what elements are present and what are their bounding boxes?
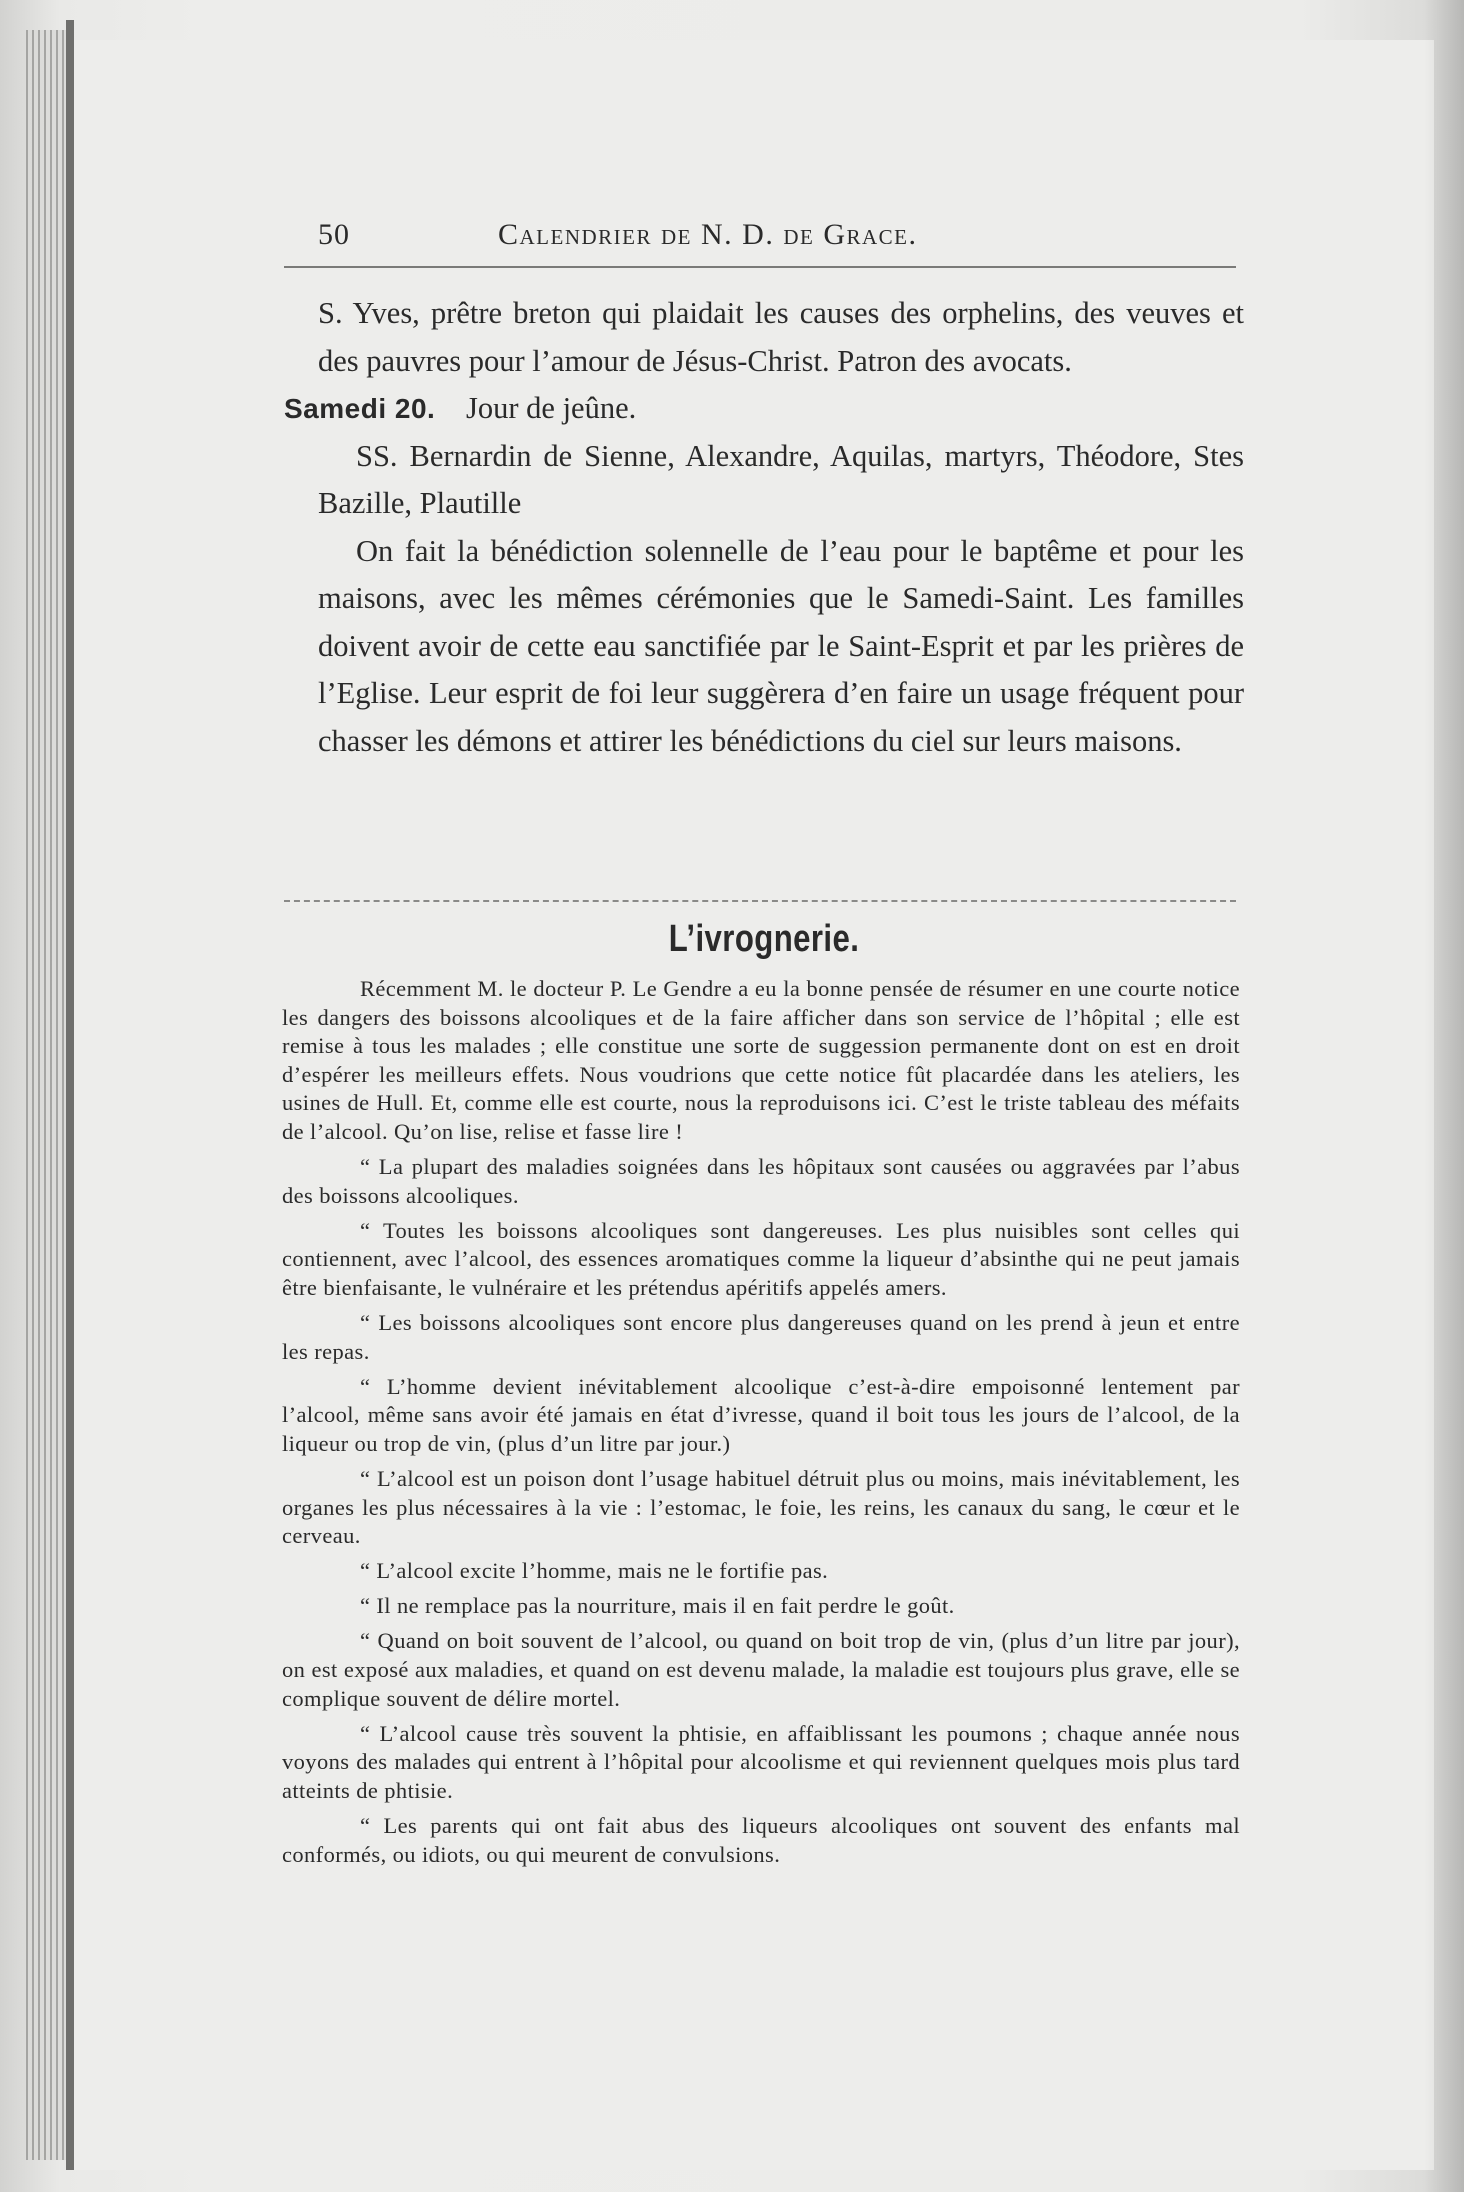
- article-paragraph: “ L’alcool est un poison dont l’usage habituel détruit plus ou moins, mais inévitablement, les organes les plus nécessaires à la vie : l’estomac, le foie, les reins, les canaux du sang, le cœur et le cerveau.: [282, 1466, 1240, 1549]
- article-paragraph: “ L’alcool excite l’homme, mais ne le fortifie pas.: [360, 1558, 829, 1584]
- article-paragraph: “ La plupart des maladies soignées dans les hôpitaux sont causées ou aggravées par l’abus des boissons alcooliques.: [282, 1154, 1240, 1208]
- article-paragraph: “ L’homme devient inévitablement alcoolique c’est-à-dire empoisonné lentement par l’alcool, même sans avoir été jamais en état d’ivresse, quand il boit tous les jours de l’alcool, de la liqueur ou trop de vin, (plus d’un litre par jour.): [282, 1373, 1240, 1456]
- article-paragraph: “ Les boissons alcooliques sont encore plus dangereuses quand on les prend à jeun et entre les repas.: [282, 1310, 1240, 1364]
- article-paragraph: “ L’alcool cause très souvent la phtisie, en affaiblissant les poumons ; chaque année nous voyons des malades qui entrent à l’hôpital pour alcoolisme et qui reviennent quelques mois plus tard atteints de phtisie.: [282, 1720, 1240, 1803]
- article-paragraph: “ Les parents qui ont fait abus des liqueurs alcooliques ont souvent des enfants mal conformés, ou idiots, ou qui meurent de convulsions.: [282, 1813, 1240, 1867]
- day-label: Samedi 20.: [284, 393, 436, 424]
- article-paragraph: “ Toutes les boissons alcooliques sont dangereuses. Les plus nuisibles sont celles qui contiennent, avec l’alcool, des essences aromatiques comme la liqueur d’absinthe qui ne peut jamais être bienfaisante, le vulnéraire et les prétendus apéritifs appelés amers.: [282, 1217, 1240, 1300]
- saint-yves-paragraph: S. Yves, prêtre breton qui plaidait les causes des orphelins, des veuves et des pauvres pour l’amour de Jésus-Christ. Patron des avocats.: [318, 296, 1244, 378]
- saints-paragraph: SS. Bernardin de Sienne, Alexandre, Aquilas, martyrs, Théodore, Stes Bazille, Plautille: [318, 438, 1244, 520]
- stacked-page-edges: [26, 30, 66, 2160]
- section-title: L’ivrognerie.: [668, 918, 860, 960]
- page-number: 50: [318, 218, 350, 251]
- book-gutter: [66, 20, 74, 2170]
- day-entry: [284, 385, 1244, 433]
- day-note: Jour de jeûne.: [466, 391, 637, 425]
- section-divider: [284, 900, 1236, 902]
- blessing-paragraph: On fait la bénédiction solennelle de l’eau pour le baptême et pour les maisons, avec les mêmes cérémonies que le Samedi-Saint. Les familles doivent avoir de cette eau sanctifiée par le Saint-Esprit et par les prières de l’Eglise. Leur esprit de foi leur suggèrera d’en faire un usage fréquent pour chasser les démons et attirer les bénédictions du ciel sur leurs maisons.: [318, 533, 1244, 758]
- article-body: [282, 975, 1240, 1876]
- running-title: Calendrier de N. D. de Grace.: [498, 218, 918, 251]
- right-edge-shadow: [1424, 0, 1464, 2192]
- header-rule: [284, 266, 1236, 268]
- article-paragraph: “ Il ne remplace pas la nourriture, mais il en fait perdre le goût.: [360, 1593, 955, 1619]
- article-paragraph: “ Quand on boit souvent de l’alcool, ou quand on boit trop de vin, (plus d’un litre par jour), on est exposé aux maladies, et quand on est devenu malade, la maladie est toujours plus grave, elle se complique souvent de délire mortel.: [282, 1628, 1240, 1711]
- calendar-entries: [284, 290, 1244, 765]
- running-header: [318, 218, 1238, 258]
- article-paragraph: Récemment M. le docteur P. Le Gendre a eu la bonne pensée de résumer en une courte notice les dangers des boissons alcooliques et de la faire afficher dans son service de l’hôpital ; elle est remise à tous les malades ; elle constitue une sorte de suggession permanente dont on est en droit d’espérer les meilleurs effets. Nous voudrions que cette notice fût placardée dans les ateliers, les usines de Hull. Et, comme elle est courte, nous la reproduisons ici. C’est le triste tableau des méfaits de l’alcool. Qu’on lise, relise et fasse lire !: [282, 976, 1240, 1144]
